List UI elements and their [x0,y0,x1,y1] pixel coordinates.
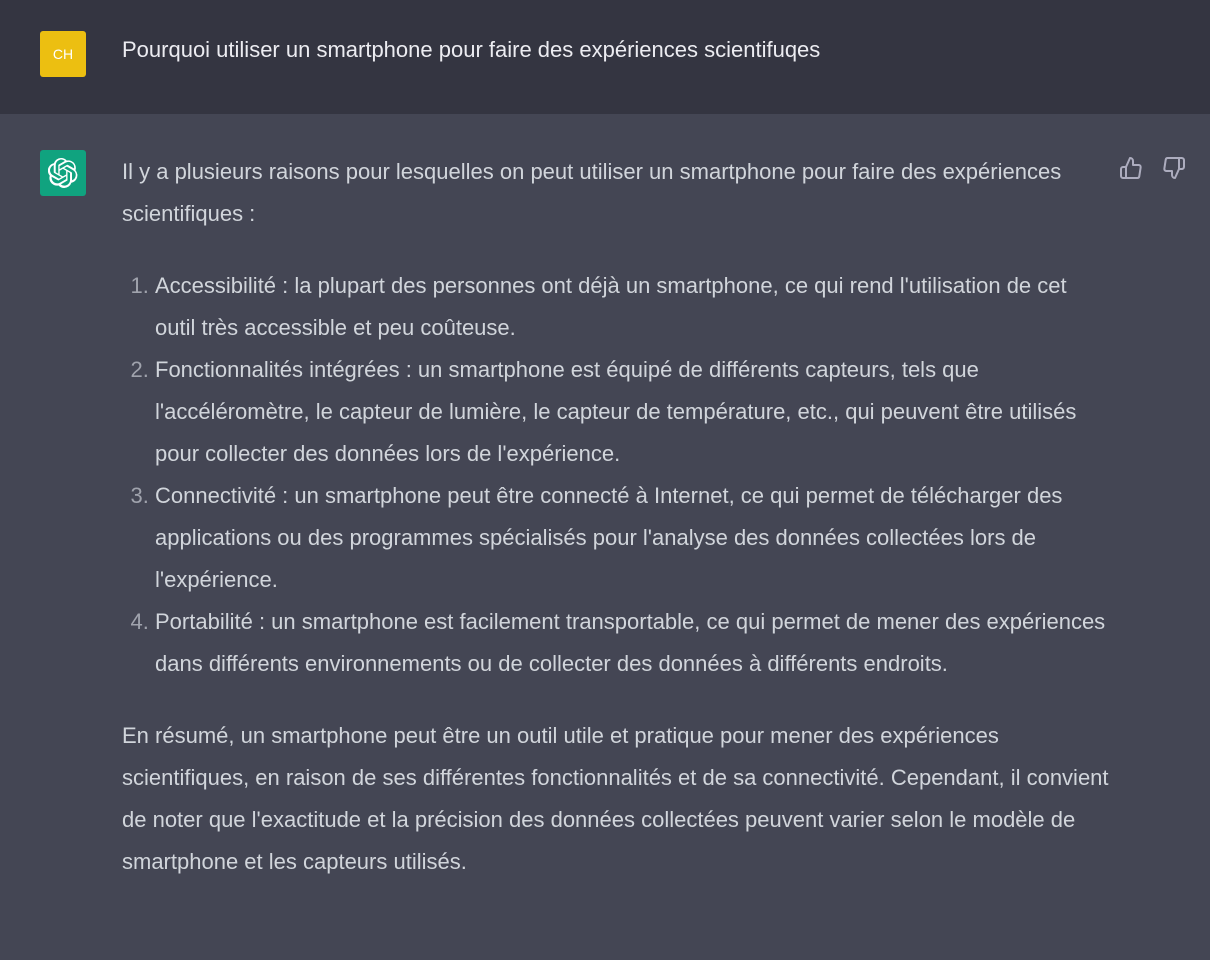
user-message-text: Pourquoi utiliser un smartphone pour faire des expériences scientifuqes [122,37,821,62]
assistant-message-row [0,114,1210,960]
thumbs-up-icon[interactable] [1117,154,1145,182]
list-item: 1. Accessibilité : la plupart des personnes ont déjà un smartphone, ce qui rend l'utilisation de cet outil très accessible et peu coûteuse. [155,265,1112,349]
reasons-list [122,265,1112,685]
answer-intro: Il y a plusieurs raisons pour lesquelles on peut utiliser un smartphone pour faire des expériences scientifiques : [122,159,1062,226]
user-avatar: CH [40,31,86,77]
list-item: 3. Connectivité : un smartphone peut être connecté à Internet, ce qui permet de télécharger des applications ou des programmes spécialisés pour l'analyse des données collectées lors de l'expérience. [155,475,1112,601]
user-message-row [0,0,1210,114]
thumbs-down-icon[interactable] [1160,154,1188,182]
openai-logo-icon [40,150,86,196]
answer-conclusion: En résumé, un smartphone peut être un outil utile et pratique pour mener des expériences scientifiques, en raison de ses différentes fonctionnalités et de sa connectivité. Cependant, il convient de noter que l'exactitude et la précision des données collectées peuvent varier selon le modèle de smartphone et les capteurs utilisés. [122,723,1109,874]
list-item: 4. Portabilité : un smartphone est facilement transportable, ce qui permet de mener des expériences dans différents environnements ou de collecter des données à différents endroits. [155,601,1112,685]
assistant-answer [122,151,1112,883]
list-item: 2. Fonctionnalités intégrées : un smartphone est équipé de différents capteurs, tels que l'accéléromètre, le capteur de lumière, le capteur de température, etc., qui peuvent être utilisés pour collecter des données lors de l'expérience. [155,349,1112,475]
